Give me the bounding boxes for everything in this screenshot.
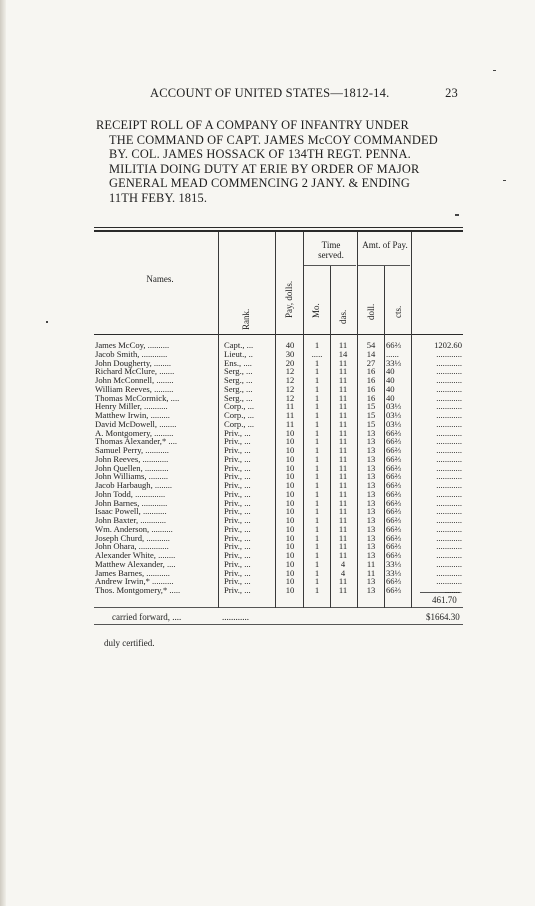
amount-cents: 66⅔ xyxy=(386,523,402,534)
amount-cents: 66⅔ xyxy=(386,515,402,525)
months-served: 1 xyxy=(314,401,320,412)
pay-dollars: 10 xyxy=(285,532,295,543)
soldier-rank: Priv., ... xyxy=(224,437,251,447)
days-served: 11 xyxy=(338,506,348,517)
row-total: ............ xyxy=(436,481,462,490)
soldier-rank: Lieut., .. xyxy=(224,349,253,359)
table-row xyxy=(0,455,535,464)
row-total: ............ xyxy=(436,376,462,385)
amount-dollars: 13 xyxy=(366,576,376,587)
soldier-rank: Ens., .... xyxy=(224,358,252,368)
row-total: ............ xyxy=(436,551,462,560)
months-served: 1 xyxy=(314,471,320,482)
months-served: 1 xyxy=(314,567,320,578)
table-row xyxy=(0,542,535,551)
table-row xyxy=(0,411,535,420)
amount-cents: 33⅓ xyxy=(386,357,402,368)
heading-line: GENERAL MEAD COMMENCING 2 JANY. & ENDING xyxy=(109,176,410,191)
days-served: 11 xyxy=(338,357,348,368)
days-served: 11 xyxy=(338,497,348,508)
table-bottom-rule xyxy=(94,607,463,608)
pay-dollars: 20 xyxy=(285,357,295,368)
pay-dollars: 30 xyxy=(285,348,295,359)
months-served: 1 xyxy=(314,506,320,517)
soldier-name: Jacob Harbaugh, ........ xyxy=(95,481,173,490)
scan-mark xyxy=(455,214,459,216)
months-served: 1 xyxy=(314,541,320,552)
table-row xyxy=(0,420,535,429)
amount-cents: 66⅔ xyxy=(386,541,402,552)
amount-cents: 66⅔ xyxy=(386,506,402,517)
months-served: 1 xyxy=(314,375,320,385)
soldier-rank: Priv., ... xyxy=(224,524,251,534)
pay-dollars: 10 xyxy=(285,471,295,482)
days-served: 11 xyxy=(338,401,348,412)
certification-note: duly certified. xyxy=(104,638,155,648)
pay-dollars: 12 xyxy=(285,375,295,385)
days-served: 11 xyxy=(338,418,348,429)
amount-dollars: 13 xyxy=(366,488,376,499)
amount-dollars: 13 xyxy=(366,427,376,438)
months-served: 1 xyxy=(314,558,320,569)
table-row xyxy=(0,429,535,438)
soldier-name: Samuel Perry, ........... xyxy=(95,446,169,455)
months-served: 1 xyxy=(314,418,320,429)
soldier-rank: Serg., ... xyxy=(224,384,253,394)
days-column-header: das. xyxy=(338,309,348,324)
row-total: ............ xyxy=(436,419,462,429)
row-total: ............ xyxy=(436,367,462,377)
days-served: 11 xyxy=(338,383,348,394)
months-served: 1 xyxy=(314,383,320,394)
amount-cents: 66⅔ xyxy=(386,471,402,482)
row-total: ............ xyxy=(436,446,462,455)
amount-cents: 66⅔ xyxy=(386,585,402,595)
table-row xyxy=(0,341,535,350)
soldier-rank: Corp., ... xyxy=(224,411,255,420)
pay-dollars: 10 xyxy=(285,515,295,525)
days-served: 11 xyxy=(338,532,348,543)
amount-cents: 66⅔ xyxy=(386,576,402,587)
days-served: 11 xyxy=(338,427,348,438)
amount-dollars: 13 xyxy=(366,515,376,525)
pay-dollars: 10 xyxy=(285,480,295,490)
scan-mark xyxy=(46,321,48,323)
amount-dollars: 13 xyxy=(366,532,376,543)
months-served: 1 xyxy=(314,532,320,543)
table-row xyxy=(0,394,535,403)
table-row xyxy=(0,464,535,473)
pay-dollars: 12 xyxy=(285,366,295,377)
days-served: 11 xyxy=(338,550,348,560)
soldier-rank: Priv., ... xyxy=(224,551,251,560)
soldier-name: Richard McClure, ....... xyxy=(95,367,175,377)
amount-cents: 03⅓ xyxy=(386,410,402,420)
months-served: ..... xyxy=(311,348,323,359)
days-served: 11 xyxy=(338,541,348,552)
row-total: ............ xyxy=(436,577,462,587)
soldier-rank: Corp., ... xyxy=(224,402,255,412)
soldier-rank: Priv., ... xyxy=(224,533,251,543)
pay-dollars: 10 xyxy=(285,436,295,447)
soldier-name: Thomas McCormick, .... xyxy=(95,393,180,403)
roll-heading xyxy=(96,118,466,206)
table-row xyxy=(0,499,535,508)
row-total: 1202.60 xyxy=(434,341,462,350)
pay-dollars: 10 xyxy=(285,576,295,587)
days-served: 11 xyxy=(338,576,348,587)
names-column-header: Names. xyxy=(146,274,174,284)
soldier-name: Matthew Alexander, .... xyxy=(95,559,176,569)
amount-cents: 40 xyxy=(386,366,395,377)
table-row xyxy=(0,446,535,455)
months-served: 1 xyxy=(314,497,320,508)
heading-line: THE COMMAND OF CAPT. JAMES McCOY COMMANDED xyxy=(109,132,438,147)
carried-forward-rule xyxy=(94,624,463,625)
days-served: 11 xyxy=(338,471,348,482)
table-top-rule-thick xyxy=(94,230,463,232)
soldier-rank: Priv., ... xyxy=(224,498,251,508)
table-row xyxy=(0,551,535,560)
table-row xyxy=(0,367,535,376)
soldier-name: James Barnes, ........... xyxy=(95,568,170,578)
soldier-rank: Priv., ... xyxy=(224,489,251,499)
amount-dollars: 13 xyxy=(366,523,376,534)
amount-dollars: 11 xyxy=(366,558,376,569)
soldier-rank: Serg., ... xyxy=(224,376,253,385)
amount-cents: 40 xyxy=(386,375,395,385)
table-row xyxy=(0,507,535,516)
soldier-name: Henry Miller, ........... xyxy=(95,402,168,412)
soldier-rank: Priv., ... xyxy=(224,516,251,525)
months-served: 1 xyxy=(314,550,320,560)
amount-cents: 03⅓ xyxy=(386,418,402,429)
days-served: 11 xyxy=(338,375,348,385)
amount-dollars: 15 xyxy=(366,418,376,429)
soldier-rank: Priv., ... xyxy=(224,446,251,455)
soldier-rank: Capt., ... xyxy=(224,341,254,350)
amount-dollars: 13 xyxy=(366,585,376,595)
soldier-name: John Baxter, ............ xyxy=(95,516,167,525)
soldier-rank: Priv., ... xyxy=(224,428,251,438)
amount-dollars: 16 xyxy=(366,392,376,403)
table-row xyxy=(0,569,535,578)
row-total: ............ xyxy=(436,463,462,473)
amount-dollars: 14 xyxy=(366,348,376,359)
amount-dollars: 16 xyxy=(366,375,376,385)
soldier-rank: Serg., ... xyxy=(224,393,253,403)
soldier-name: Thomas Alexander,* .... xyxy=(95,437,177,447)
row-total: ............ xyxy=(436,559,462,569)
table-row xyxy=(0,490,535,499)
soldier-name: Wm. Anderson, .......... xyxy=(95,524,173,534)
days-served: 11 xyxy=(338,453,348,464)
days-served: 11 xyxy=(338,410,348,420)
amount-cents: 66⅔ xyxy=(386,497,402,508)
days-served: 11 xyxy=(338,462,348,473)
pay-dollars: 10 xyxy=(285,550,295,560)
row-total: ............ xyxy=(436,542,462,552)
table-row xyxy=(0,586,535,595)
heading-line: BY. COL. JAMES HOSSACK OF 134TH REGT. PENNA. xyxy=(109,147,411,162)
amount-cents: 66⅔ xyxy=(386,445,402,455)
table-row xyxy=(0,577,535,586)
amount-dollars: 13 xyxy=(366,453,376,464)
soldier-name: Joseph Churd, ........... xyxy=(95,533,170,543)
pay-dollars: 11 xyxy=(285,410,295,420)
row-total: ............ xyxy=(436,384,462,394)
table-row xyxy=(0,481,535,490)
amount-dollars: 13 xyxy=(366,471,376,482)
amount-cents: 66⅔ xyxy=(386,480,402,490)
table-row xyxy=(0,385,535,394)
scan-mark xyxy=(493,70,496,71)
soldier-name: John Todd, .............. xyxy=(95,489,166,499)
soldier-rank: Priv., ... xyxy=(224,559,251,569)
soldier-name: John Barnes, ............ xyxy=(95,498,168,508)
days-served: 11 xyxy=(338,585,348,595)
pay-dollars: 10 xyxy=(285,541,295,552)
soldier-name: A. Montgomery, ......... xyxy=(95,428,174,438)
days-served: 4 xyxy=(340,558,346,569)
amount-cents: 66⅔ xyxy=(386,550,402,560)
row-total: ............ xyxy=(436,489,462,499)
soldier-rank: Priv., ... xyxy=(224,481,251,490)
days-served: 14 xyxy=(338,348,348,359)
heading-line: 11TH FEBY. 1815. xyxy=(109,190,208,205)
amount-cents: 66⅔ xyxy=(386,436,402,447)
days-served: 11 xyxy=(338,480,348,490)
pay-dollars: 10 xyxy=(285,567,295,578)
soldier-name: Alexander White, ........ xyxy=(95,551,176,560)
pay-dollars: 11 xyxy=(285,401,295,412)
amount-dollars: 13 xyxy=(366,550,376,560)
months-served: 1 xyxy=(314,366,320,377)
amount-cents: 66⅔ xyxy=(386,427,402,438)
pay-dollars: 10 xyxy=(285,506,295,517)
days-served: 11 xyxy=(338,445,348,455)
days-served: 11 xyxy=(338,366,348,377)
row-total: ............ xyxy=(436,472,462,482)
soldier-rank: Priv., ... xyxy=(224,472,251,482)
amount-cents: 33⅓ xyxy=(386,567,402,578)
soldier-name: Jacob Smith, ............ xyxy=(95,349,168,359)
amount-cents: ...... xyxy=(386,348,399,359)
table-row xyxy=(0,350,535,359)
months-served: 1 xyxy=(314,392,320,403)
days-served: 11 xyxy=(338,515,348,525)
amount-dollars: 13 xyxy=(366,480,376,490)
row-total: ............ xyxy=(436,524,462,534)
months-served: 1 xyxy=(314,436,320,447)
carried-forward-total: $1664.30 xyxy=(426,612,460,622)
table-row xyxy=(0,402,535,411)
pay-dollars: 10 xyxy=(285,523,295,534)
carried-forward-dots: ............ xyxy=(222,612,249,622)
subtotal-value: 461.70 xyxy=(432,595,457,605)
pay-dollars: 10 xyxy=(285,558,295,569)
amount-dollars: 16 xyxy=(366,383,376,394)
amount-dollars: 13 xyxy=(366,541,376,552)
amount-cents: 33⅓ xyxy=(386,558,402,569)
soldier-name: James McCoy, .......... xyxy=(95,341,170,350)
soldier-rank: Priv., ... xyxy=(224,568,251,578)
soldier-name: John Dougherty, ........ xyxy=(95,358,172,368)
table-row xyxy=(0,437,535,446)
dollars-column-header: doll. xyxy=(366,303,376,320)
soldier-rank: Priv., ... xyxy=(224,507,251,517)
soldier-rank: Priv., ... xyxy=(224,463,251,473)
amount-cents: 66⅔ xyxy=(386,488,402,499)
row-total: ............ xyxy=(436,516,462,525)
cents-column-header: cts. xyxy=(393,305,403,318)
soldier-rank: Priv., ... xyxy=(224,542,251,552)
row-total: ............ xyxy=(436,568,462,578)
pay-dollars: 10 xyxy=(285,585,295,595)
days-served: 11 xyxy=(338,392,348,403)
soldier-name: John Quellen, ........... xyxy=(95,463,169,473)
amount-dollars: 54 xyxy=(366,340,376,350)
header-bottom-rule xyxy=(94,334,463,335)
table-top-rule xyxy=(94,227,463,228)
soldier-rank: Serg., ... xyxy=(224,367,253,377)
pay-dollars: 11 xyxy=(285,418,295,429)
months-served: 1 xyxy=(314,515,320,525)
rank-column-header: Rank. xyxy=(241,308,251,330)
pay-dollars: 10 xyxy=(285,497,295,508)
soldier-rank: Corp., ... xyxy=(224,419,255,429)
pay-dollars: 10 xyxy=(285,453,295,464)
heading-line: MILITIA DOING DUTY AT ERIE BY ORDER OF MAJOR xyxy=(109,161,420,176)
scan-mark xyxy=(503,180,506,181)
row-total: ............ xyxy=(436,393,462,403)
table-row xyxy=(0,525,535,534)
soldier-rank: Priv., ... xyxy=(224,586,251,595)
amount-dollars: 13 xyxy=(366,506,376,517)
amount-cents: 40 xyxy=(386,383,395,394)
amount-dollars: 27 xyxy=(366,357,376,368)
pay-dollars: 10 xyxy=(285,445,295,455)
soldier-name: John Ohara, .............. xyxy=(95,542,169,552)
row-total: ............ xyxy=(436,507,462,517)
amount-dollars: 13 xyxy=(366,462,376,473)
days-served: 11 xyxy=(338,523,348,534)
time-served-column-header: Time served. xyxy=(318,240,344,260)
running-title: ACCOUNT OF UNITED STATES—1812-14. xyxy=(150,86,390,100)
months-served: 1 xyxy=(314,523,320,534)
table-row xyxy=(0,359,535,368)
row-total: ............ xyxy=(436,437,462,447)
months-served: 1 xyxy=(314,445,320,455)
row-total: ............ xyxy=(436,411,462,420)
table-row xyxy=(0,560,535,569)
table-row xyxy=(0,516,535,525)
months-served: 1 xyxy=(314,576,320,587)
months-served: 1 xyxy=(314,427,320,438)
days-served: 4 xyxy=(340,567,346,578)
row-total: ............ xyxy=(436,358,462,368)
amount-dollars: 13 xyxy=(366,436,376,447)
pay-column-header: Pay, dolls. xyxy=(284,280,294,318)
pay-dollars: 40 xyxy=(285,340,295,350)
soldier-name: Thos. Montgomery,* ..... xyxy=(95,586,181,595)
table-row xyxy=(0,534,535,543)
page-number: 23 xyxy=(445,86,458,100)
days-served: 11 xyxy=(338,488,348,499)
row-total: ........ xyxy=(444,586,462,595)
soldier-name: Andrew Irwin,* .......... xyxy=(95,577,174,587)
days-served: 11 xyxy=(338,340,348,350)
months-served: 1 xyxy=(314,340,320,350)
soldier-name: John Williams, ......... xyxy=(95,472,169,482)
months-served: 1 xyxy=(314,480,320,490)
row-total: ............ xyxy=(436,533,462,543)
months-served: 1 xyxy=(314,488,320,499)
soldier-rank: Priv., ... xyxy=(224,577,251,587)
pay-dollars: 10 xyxy=(285,427,295,438)
table-row xyxy=(0,376,535,385)
amount-dollars: 11 xyxy=(366,567,376,578)
soldier-name: John McConnell, ........ xyxy=(95,376,174,385)
soldier-name: Matthew Irwin, ......... xyxy=(95,411,170,420)
months-served: 1 xyxy=(314,585,320,595)
amount-dollars: 15 xyxy=(366,401,376,412)
amount-cents: 66⅔ xyxy=(386,462,402,473)
soldier-name: David McDowell, ........ xyxy=(95,419,177,429)
row-total: ............ xyxy=(436,428,462,438)
amount-dollars: 15 xyxy=(366,410,376,420)
soldier-rank: Priv., ... xyxy=(224,454,251,464)
amount-cents: 66⅔ xyxy=(386,453,402,464)
amount-dollars: 13 xyxy=(366,445,376,455)
pay-dollars: 12 xyxy=(285,383,295,394)
soldier-name: William Reeves, ......... xyxy=(95,384,174,394)
row-total: ............ xyxy=(436,454,462,464)
amount-dollars: 16 xyxy=(366,366,376,377)
months-served: 1 xyxy=(314,410,320,420)
months-served: 1 xyxy=(314,357,320,368)
amount-cents: 40 xyxy=(386,392,395,403)
months-column-header: Mo. xyxy=(311,303,321,318)
carried-forward-label: carried forward, .... xyxy=(112,612,182,622)
amount-cents: 03⅓ xyxy=(386,401,402,412)
months-served: 1 xyxy=(314,462,320,473)
amount-cents: 66⅔ xyxy=(386,532,402,543)
days-served: 11 xyxy=(338,436,348,447)
row-total: ............ xyxy=(436,498,462,508)
table-row xyxy=(0,472,535,481)
amount-cents: 66⅔ xyxy=(386,340,402,350)
soldier-name: Isaac Powell, ........... xyxy=(95,507,167,517)
amount-dollars: 13 xyxy=(366,497,376,508)
pay-dollars: 10 xyxy=(285,488,295,499)
row-total: ............ xyxy=(436,349,462,359)
pay-dollars: 10 xyxy=(285,462,295,473)
pay-dollars: 12 xyxy=(285,392,295,403)
soldier-name: John Reeves, ............ xyxy=(95,454,169,464)
months-served: 1 xyxy=(314,453,320,464)
row-total: ............ xyxy=(436,402,462,412)
amount-of-pay-column-header: Amt. of Pay. xyxy=(362,240,408,250)
heading-line: RECEIPT ROLL OF A COMPANY OF INFANTRY UNDER xyxy=(96,118,409,132)
